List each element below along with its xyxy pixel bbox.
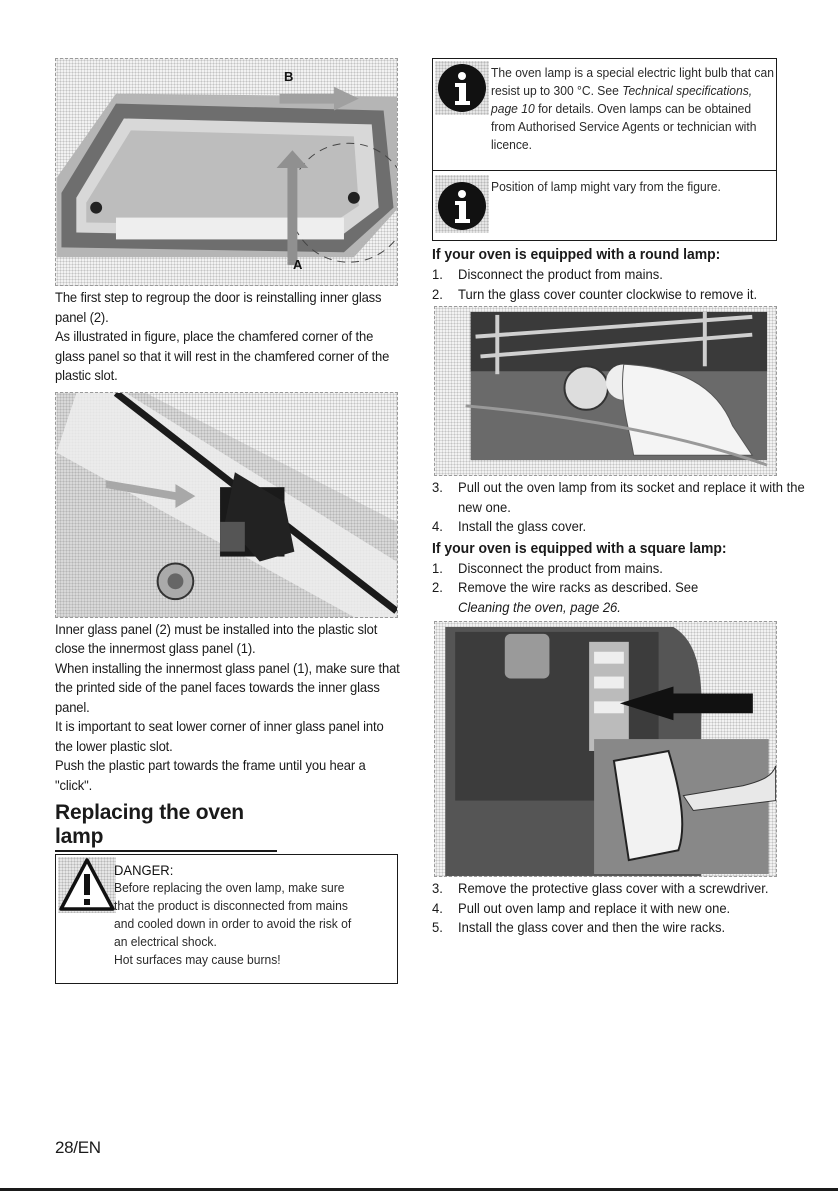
round-lamp-steps-a	[432, 265, 782, 304]
danger-line-5: Hot surfaces may cause burns!	[114, 952, 281, 967]
danger-line-4: an electrical shock.	[114, 934, 217, 949]
info-text-part-a: The oven lamp is a special electric light bulb that can resist up to 300 °C. See	[491, 65, 774, 98]
info-icon	[435, 175, 489, 233]
info-icon	[435, 61, 489, 115]
info-text-part-b: for details. Oven lamps can be obtained from Authorised Service Agents or technician with licence.	[491, 101, 757, 152]
danger-notice	[55, 854, 398, 984]
figure-plastic-slot	[55, 392, 398, 618]
cleaning-oven-link[interactable]: Cleaning the oven, page 26.	[458, 598, 621, 615]
paragraph-push-click: Push the plastic part towards the frame until you hear a "click".	[55, 757, 366, 793]
left-column	[55, 58, 402, 984]
list-item: 3. Pull out the oven lamp from its socket and replace it with the new one.	[432, 479, 805, 515]
list-item: 4. Install the glass cover.	[432, 518, 587, 534]
list-item: 3. Remove the protective glass cover with a screwdriver.	[432, 880, 769, 896]
figure-square-lamp	[434, 621, 777, 877]
square-lamp-heading: If your oven is equipped with a square lamp:	[432, 539, 727, 557]
paragraph-inner-glass-panel: Inner glass panel (2) must be installed into the plastic slot close the innermost glass panel (1).	[55, 620, 378, 656]
list-item: 5. Install the glass cover and then the wire racks.	[432, 919, 726, 935]
info-notice-lamp-spec	[432, 58, 777, 171]
danger-line-2: that the product is disconnected from mains	[114, 898, 348, 913]
label-b: B	[284, 69, 294, 84]
danger-title: DANGER:	[114, 862, 174, 878]
figure-round-lamp	[434, 306, 777, 476]
round-lamp-heading: If your oven is equipped with a round lamp:	[432, 246, 721, 263]
list-item: 1. Disconnect the product from mains.	[432, 559, 663, 576]
figure-door-glass-panel	[55, 58, 398, 286]
page-number: 28/EN	[55, 1138, 101, 1157]
warning-triangle-icon	[58, 857, 116, 913]
door-panel-illustration	[56, 59, 397, 285]
list-item: 4. Pull out oven lamp and replace it with new one.	[432, 899, 731, 916]
danger-line-3: and cooled down in order to avoid the risk of	[114, 916, 352, 931]
paragraph-chamfered-corner: As illustrated in figure, place the chamfered corner of the glass panel so that it will rest in the chamfered corner of the plastic slot.	[55, 328, 390, 383]
paragraph-lower-corner: It is important to seat lower corner of inner glass panel into the lower plastic slot.	[55, 718, 384, 754]
paragraph-regroup-door: The first step to regroup the door is reinstalling inner glass panel (2).	[55, 289, 382, 325]
list-item: 2. Turn the glass cover counter clockwise to remove it.	[432, 285, 758, 302]
square-lamp-steps-b	[432, 879, 782, 938]
square-lamp-steps-a	[432, 559, 782, 618]
technical-specifications-link[interactable]: Technical specifications, page 10	[491, 83, 753, 116]
paragraph-innermost-panel: When installing the innermost glass panel (1), make sure that the printed side of the panel faces towards the inner glass panel.	[55, 659, 400, 715]
section-title-replacing-lamp: Replacing the oven lamp	[55, 801, 277, 852]
round-lamp-steps-b	[432, 478, 805, 537]
list-item: 1. Disconnect the product from mains.	[432, 266, 663, 282]
square-lamp-illustration	[435, 622, 776, 876]
round-lamp-illustration	[435, 307, 776, 475]
plastic-slot-illustration	[56, 393, 397, 617]
danger-line-1: Before replacing the oven lamp, make sure	[114, 880, 345, 895]
info-notice-lamp-position	[432, 171, 777, 241]
label-a: A	[293, 257, 303, 272]
list-item: 2. Remove the wire racks as described. See Cleaning the oven, page 26.	[432, 579, 699, 615]
info-position-text: Position of lamp might vary from the figure.	[491, 179, 721, 194]
right-column	[432, 58, 805, 938]
